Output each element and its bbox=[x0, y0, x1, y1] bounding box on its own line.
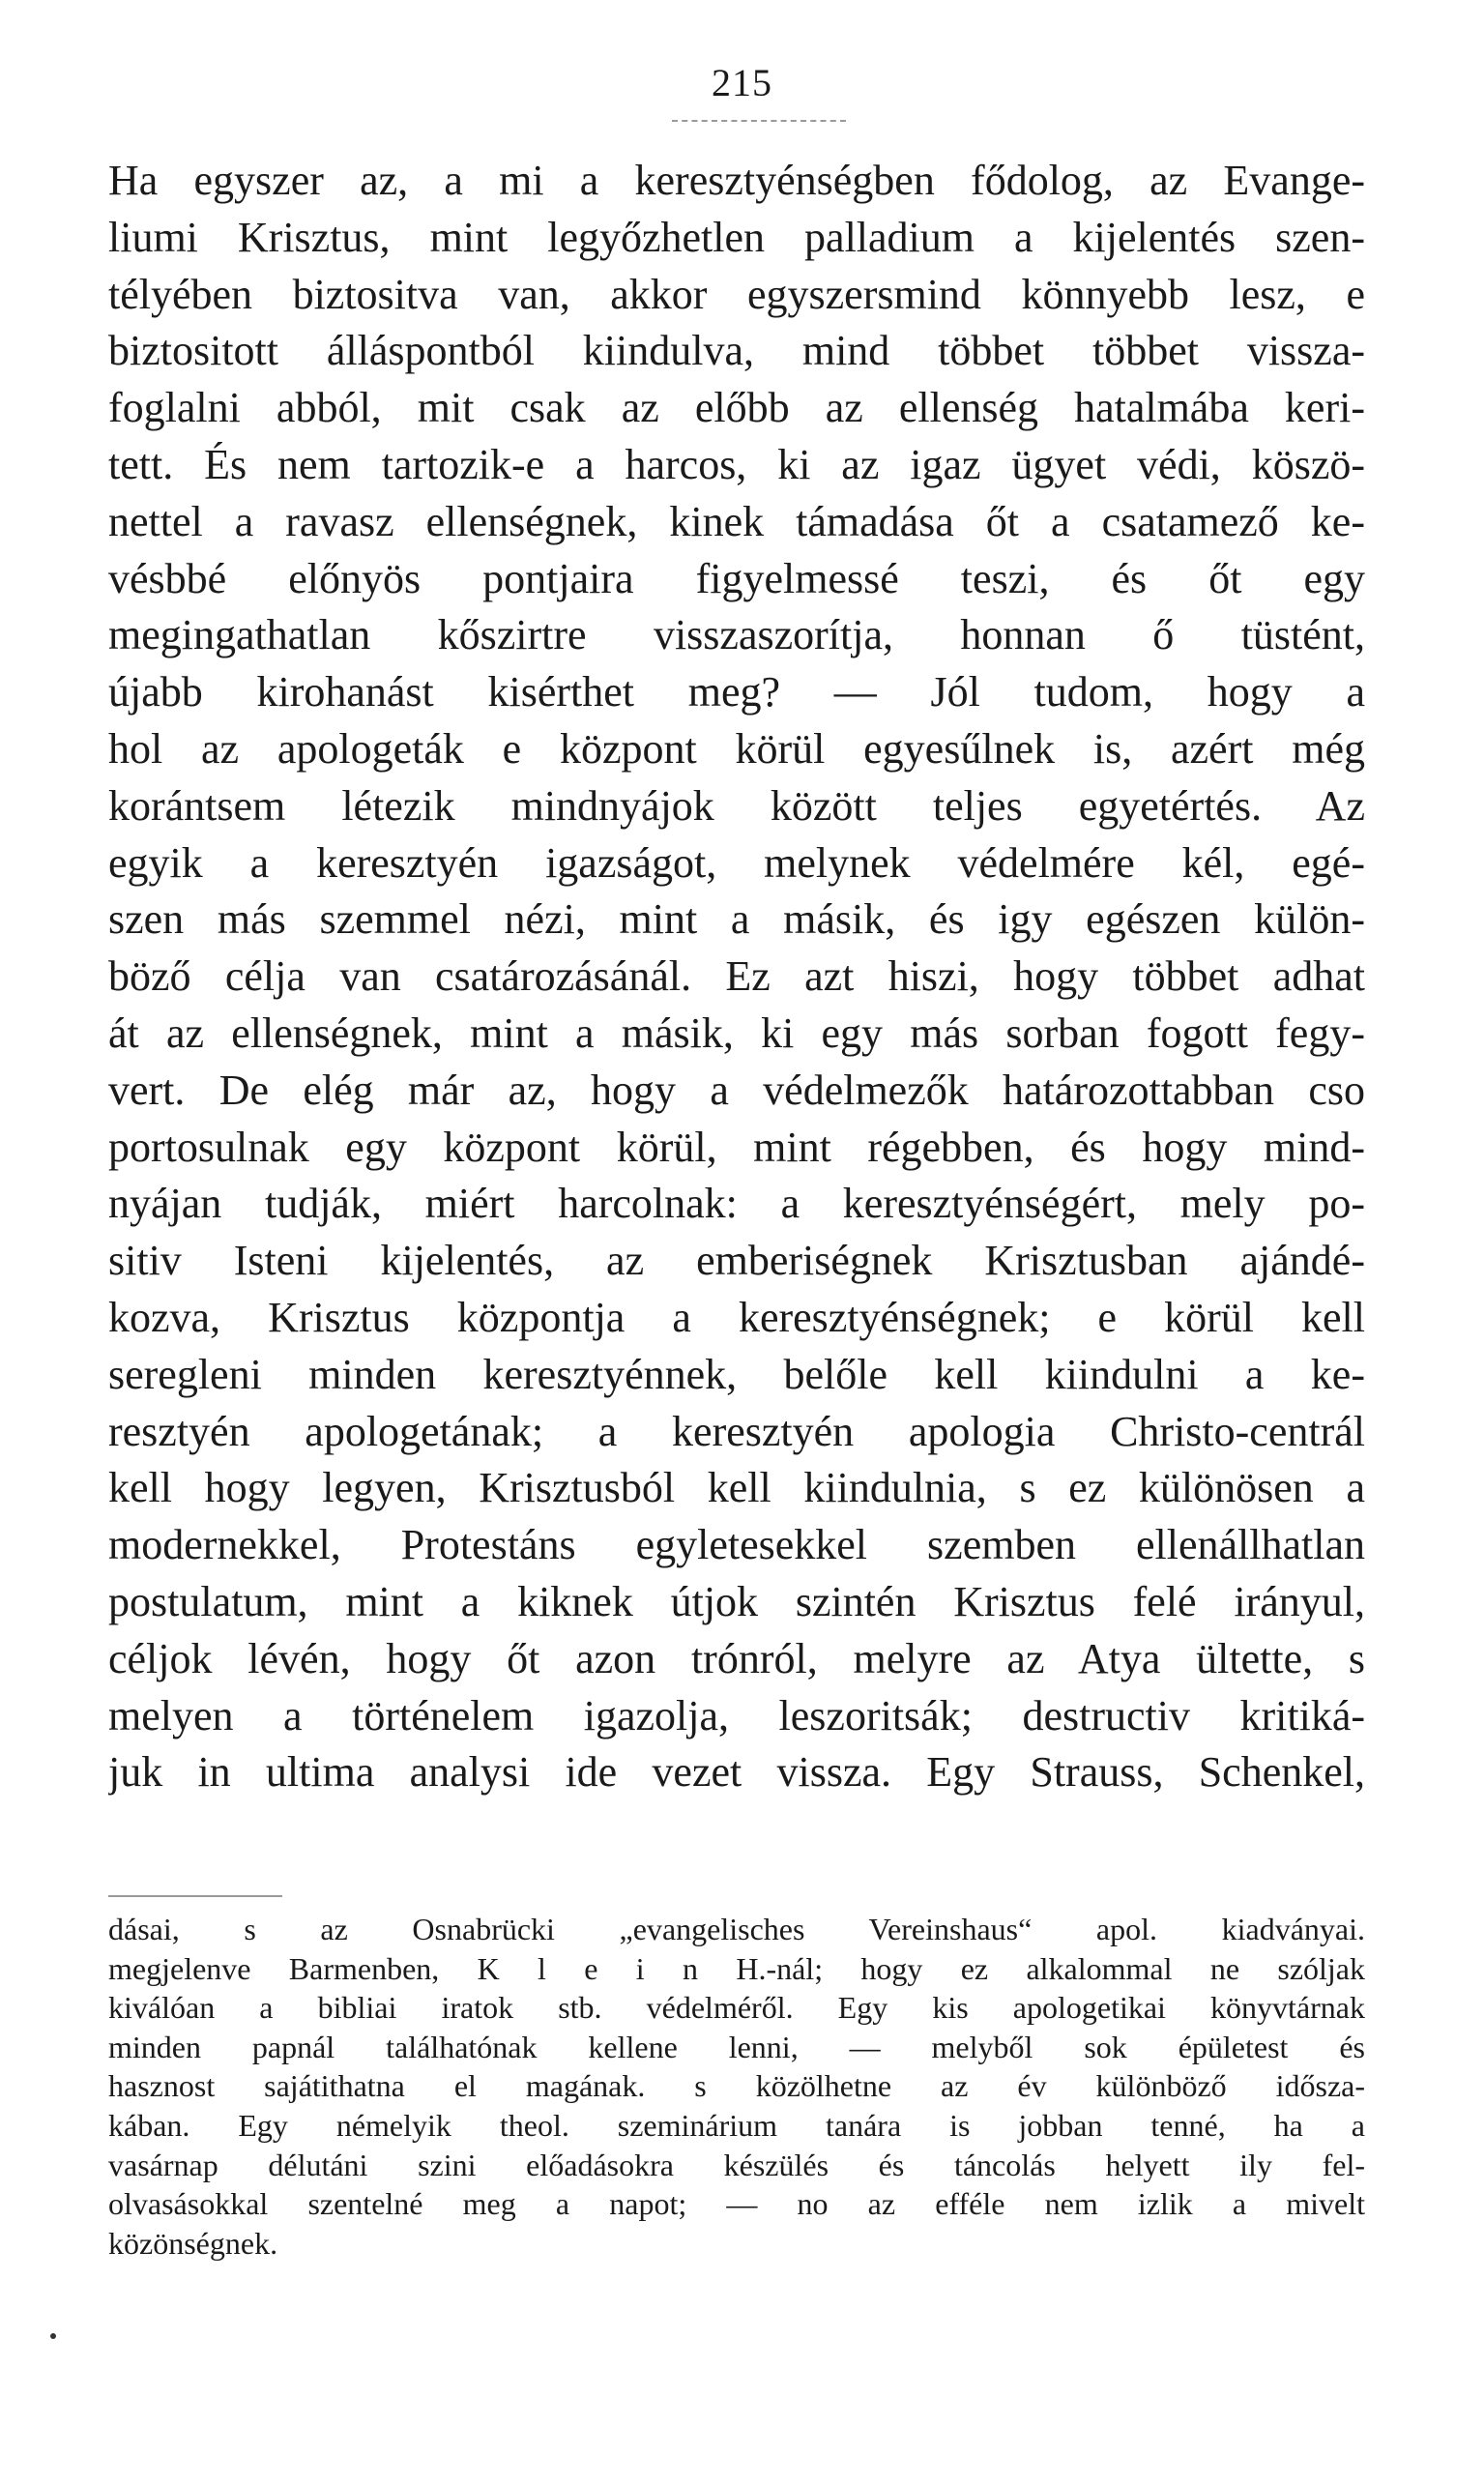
text-line: kozva, Krisztus központja a keresztyénségnek; e körül kell bbox=[108, 1293, 1365, 1341]
text-line: nettel a ravasz ellenségnek, kinek támadása őt a csatamező ke- bbox=[108, 497, 1365, 545]
text-line: resztyén apologetának; a keresztyén apologia Christo-centrál bbox=[108, 1407, 1365, 1455]
text-line: vert. De elég már az, hogy a védelmezők határozottabban cso bbox=[108, 1066, 1365, 1114]
text-line: újabb kirohanást kisérthet meg? — Jól tudom, hogy a bbox=[108, 668, 1365, 716]
text-line: céljok lévén, hogy őt azon trónról, melyre az Atya ültette, s bbox=[108, 1634, 1365, 1682]
text-line: seregleni minden keresztyénnek, belőle kell kiindulni a ke- bbox=[108, 1350, 1365, 1398]
text-line: modernekkel, Protestáns egyletesekkel szemben ellenállhatlan bbox=[108, 1521, 1365, 1569]
text-line: böző célja van csatározásánál. Ez azt hiszi, hogy többet adhat bbox=[108, 952, 1365, 1001]
main-text bbox=[108, 153, 1365, 1801]
text-line: megingathatlan kőszirtre visszaszorítja, honnan ő tüstént, bbox=[108, 611, 1365, 659]
text-line: télyében biztositva van, akkor egyszersmind könnyebb lesz, e bbox=[108, 270, 1365, 318]
footnote-line: minden papnál találhatónak kellene lenni, — melyből sok épületest és bbox=[108, 2029, 1365, 2064]
footnote-line: kiválóan a bibliai iratok stb. védelméről. Egy kis apologetikai könyvtárnak bbox=[108, 1990, 1365, 2026]
text-line: vésbbé előnyös pontjaira figyelmessé teszi, és őt egy bbox=[108, 554, 1365, 602]
text-line: szen más szemmel nézi, mint a másik, és igy egészen külön- bbox=[108, 895, 1365, 944]
page-number: 215 bbox=[712, 61, 772, 104]
text-line: egyik a keresztyén igazságot, melynek védelmére kél, egé- bbox=[108, 838, 1365, 887]
footnote-line: vasárnap délutáni szini előadásokra készülés és táncolás helyett ily fel- bbox=[108, 2147, 1365, 2182]
text-line: portosulnak egy központ körül, mint régebben, és hogy mind- bbox=[108, 1123, 1365, 1171]
footnote-line: megjelenve Barmenben, K l e i n H.-nál; hogy ez alkalommal ne szóljak bbox=[108, 1950, 1365, 1986]
footnote-separator bbox=[108, 1895, 282, 1897]
footnote-line: hasznost sajátithatna el magának. s közölhetne az év különböző idősza- bbox=[108, 2068, 1365, 2104]
footnote-line: kában. Egy némelyik theol. szeminárium tanára is jobban tenné, ha a bbox=[108, 2107, 1365, 2143]
text-line: nyájan tudják, miért harcolnak: a keresztyénségért, mely po- bbox=[108, 1180, 1365, 1228]
text-line: melyen a történelem igazolja, leszoritsák; destructiv kritiká- bbox=[108, 1691, 1365, 1740]
text-line: korántsem létezik mindnyájok között teljes egyetértés. Az bbox=[108, 781, 1365, 830]
text-line: tett. És nem tartozik-e a harcos, ki az igaz ügyet védi, köszö- bbox=[108, 440, 1365, 488]
text-line: át az ellenségnek, mint a másik, ki egy más sorban fogott fegy- bbox=[108, 1009, 1365, 1057]
text-line: kell hogy legyen, Krisztusból kell kiindulnia, s ez különösen a bbox=[108, 1464, 1365, 1512]
text-line: liumi Krisztus, mint legyőzhetlen palladium a kijelentés szen- bbox=[108, 213, 1365, 261]
text-line: juk in ultima analysi ide vezet vissza. Egy Strauss, Schenkel, bbox=[108, 1748, 1365, 1797]
header-ornament-rule bbox=[672, 120, 846, 122]
footnote-block bbox=[108, 1910, 1365, 2263]
margin-mark bbox=[50, 2333, 56, 2339]
text-line: foglalni abból, mit csak az előbb az ellenség hatalmába keri- bbox=[108, 384, 1365, 432]
text-line: Ha egyszer az, a mi a keresztyénségben fődolog, az Evange- bbox=[108, 157, 1365, 204]
footnote-line: olvasásokkal szentelné meg a napot; — no az efféle nem izlik a mivelt bbox=[108, 2186, 1365, 2222]
footnote-line: dásai, s az Osnabrücki „evangelisches Vereinshaus“ apol. kiadványai. bbox=[108, 1912, 1365, 1946]
text-line: hol az apologeták e központ körül egyesűlnek is, azért még bbox=[108, 724, 1365, 773]
footnote-line: közönségnek. bbox=[108, 2225, 278, 2261]
text-line: biztositott álláspontból kiindulva, mind többet többet vissza- bbox=[108, 327, 1365, 375]
text-line: sitiv Isteni kijelentés, az emberiségnek Krisztusban ajándé- bbox=[108, 1237, 1365, 1285]
text-line: postulatum, mint a kiknek útjok szintén Krisztus felé irányul, bbox=[108, 1577, 1365, 1625]
